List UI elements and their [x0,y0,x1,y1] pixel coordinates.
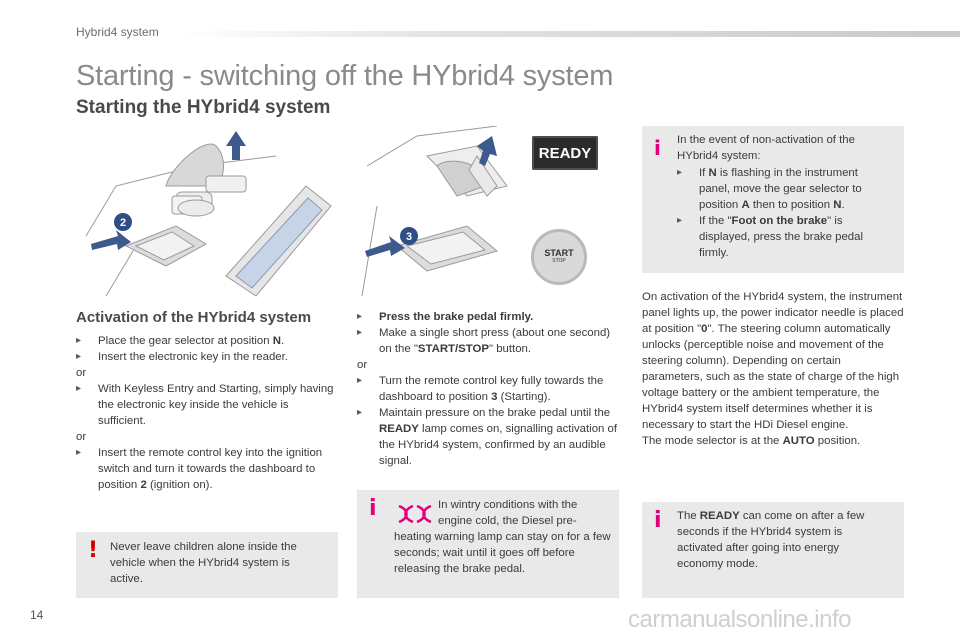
activation-description [642,289,904,449]
bullet-mark: ▸ [357,375,363,386]
nonactivation-bullet-2 [677,213,892,261]
ignition-brake-drawing [357,126,517,302]
header-rule [178,31,960,37]
bullet-mark: ▸ [76,447,82,458]
text-run: ". The steering column automatically unlocks (perceptible noise and movement of the steering column). Depending on certain parameters, such as the state of charge of the high voltage battery or the ambient temperature, the HYbrid4 system itself determines whether it is necessary to start the HDi Diesel engine. [642,323,900,431]
nonactivation-note-text [677,132,892,261]
position-marker-3: 3 [405,231,413,243]
text-run: Place the gear selector at position [98,335,273,347]
wintry-note-rest: heating warning lamp can stay on for a few seconds; wait until it goes off before releasing the brake pedal. [394,531,611,575]
text-run: On activation of the HYbrid4 system, the instrument panel lights up, the power indicator needle is placed at position " [642,291,904,335]
start-label: START [544,248,574,258]
text-run-bold: A [741,199,750,211]
or-separator: or [76,367,87,379]
nonactivation-note-box [642,126,904,273]
info-icon: i [654,136,661,160]
info-icon: i [654,508,662,533]
bullet-mark: ▸ [677,167,683,178]
text-run: (Starting). [497,391,551,403]
activation-bullet-4 [76,445,338,493]
bullet-mark: ▸ [76,335,82,346]
text-run-bold: 3 [491,391,498,403]
text-run: then to position [749,199,834,211]
text-run: . [841,199,845,211]
text-run: " is displayed, press the brake pedal firmly. [699,215,864,259]
starting-bullet-3 [357,373,619,405]
starting-bullet-2 [357,325,619,357]
activation-bullet-1 [76,333,338,349]
text-run: (ignition on). [146,479,213,491]
text-run-bold: START/STOP [417,343,489,355]
ready-lamp-label: READY [538,144,592,162]
ready-note-box [642,502,904,598]
text-run-bold: Press the brake pedal firmly. [379,311,534,323]
preheating-lamp-icon [395,502,435,526]
text-run-bold: Foot on the brake [731,215,828,227]
text-run: Make a single short press (about one second) on the " [379,327,611,355]
text-run-bold: N [833,199,842,211]
illustration-ignition-brake [357,126,517,302]
text-run: If [699,167,709,179]
text-run: " button. [488,343,532,355]
info-icon: i [369,496,377,521]
text-run: lamp comes on, signalling activation of the HYbrid4 system, confirmed by an audible signal. [379,423,618,467]
text-run: is flashing in the instrument panel, move the gear selector to position [699,167,862,211]
text-run-bold: N [272,335,281,347]
text-run-bold: 2 [140,479,147,491]
position-marker-2: 2 [119,217,127,229]
activation-bullet-3 [76,381,338,429]
wintry-note-box [357,490,619,598]
section-title: Starting the HYbrid4 system [76,97,331,118]
or-separator: or [357,359,368,371]
text-run: can come on after a few seconds if the HYbrid4 system is activated after going into energy economy mode. [677,510,865,570]
text-run-bold: N [708,167,717,179]
activation-steps [76,333,338,493]
starting-steps [357,309,619,469]
ready-note-text [677,508,882,572]
bullet-mark: ▸ [677,215,683,226]
ready-lamp-badge [532,136,598,170]
bullet-mark: ▸ [357,407,363,418]
nonactivation-bullet-1 [677,165,892,213]
text-run: If the " [699,215,732,227]
text-run: The [677,510,700,522]
activation-bullet-2 [76,349,338,365]
page-title: Starting - switching off the HYbrid4 system [76,60,614,92]
text-run: Insert the remote control key into the ignition switch and turn it towards the dashboard to position [98,447,323,491]
text-run: The mode selector is at the [642,435,783,447]
text-run: . [281,335,285,347]
warning-icon: ! [88,538,99,563]
header-section-label: Hybrid4 system [76,25,159,39]
gear-selector-key-drawing [76,126,338,302]
warning-text: Never leave children alone inside the vehicle when the HYbrid4 system is active. [110,541,297,585]
stop-label: STOP [552,258,566,264]
bullet-mark: ▸ [357,311,363,322]
text-run: Insert the electronic key in the reader. [98,351,288,363]
bullet-mark: ▸ [76,383,82,394]
watermark: carmanualsonline.info [628,606,851,633]
text-run: position. [814,435,861,447]
text-run-bold: AUTO [782,435,815,447]
nonactivation-intro: In the event of non-activation of the HYbrid4 system: [677,134,855,162]
activation-title: Activation of the HYbrid4 system [76,309,312,326]
warning-note-box [76,532,338,598]
activation-paragraph [642,289,904,433]
start-stop-button-illustration [531,229,587,285]
text-run-bold: 0 [701,323,708,335]
text-run: Maintain pressure on the brake pedal until the [379,407,611,419]
starting-bullet-1 [357,309,619,325]
text-run-bold: READY [379,423,419,435]
starting-bullet-4 [357,405,619,469]
illustration-gear-selector-key [76,126,338,302]
mode-selector-paragraph [642,433,904,449]
or-separator: or [76,431,87,443]
text-run-bold: READY [699,510,740,522]
bullet-mark: ▸ [357,327,363,338]
text-run: Turn the remote control key fully towards the dashboard to position [379,375,604,403]
bullet-mark: ▸ [76,351,82,362]
wintry-note-lead: In wintry conditions with the engine cold, the Diesel pre- [438,499,578,527]
text-run: With Keyless Entry and Starting, simply having the electronic key inside the vehicle is sufficient. [98,383,334,427]
page-number: 14 [30,608,44,622]
